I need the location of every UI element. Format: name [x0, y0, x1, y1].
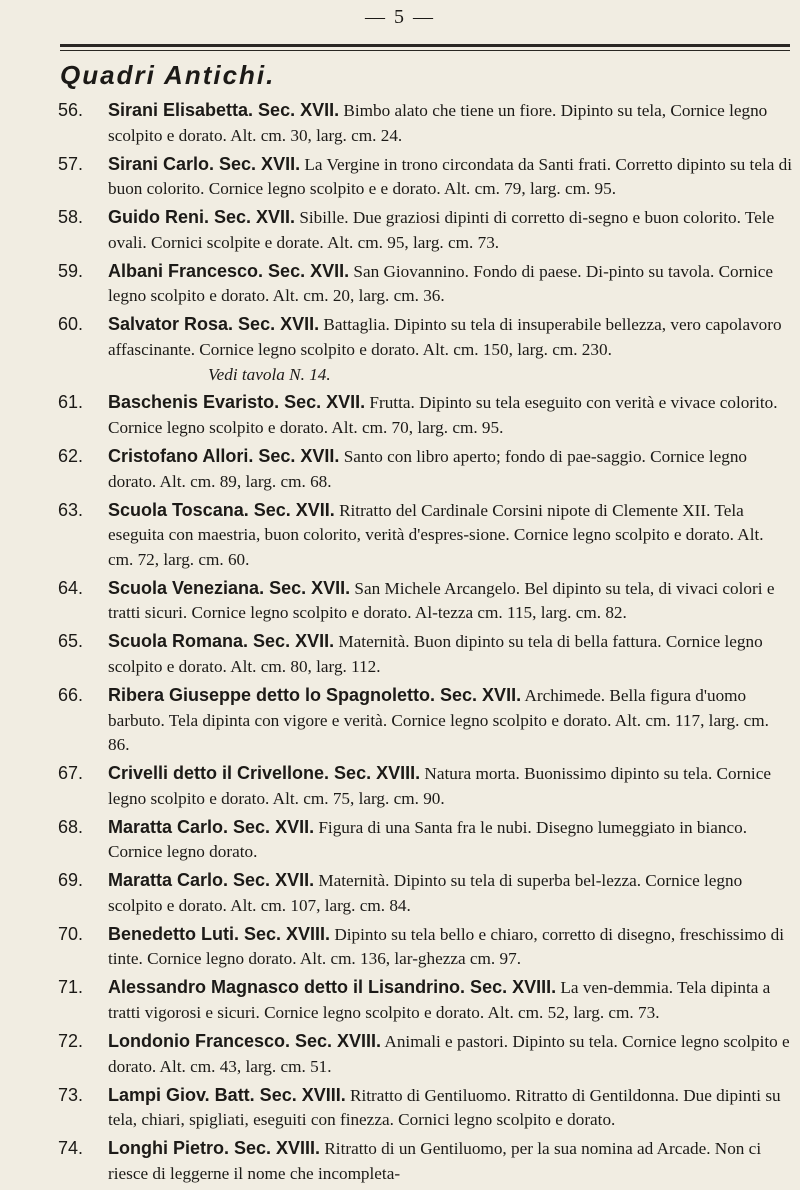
entry-heading: Crivelli detto il Crivellone. Sec. XVIII. [108, 763, 421, 784]
entry-note: Vedi tavola N. 14. [208, 364, 331, 384]
catalog-entry [58, 444, 793, 494]
catalog-entry [58, 205, 793, 255]
entry-description: Battaglia. Dipinto su tela di insuperabile bellezza, vero capolavoro affascinante. Cornice legno scolpito e dorato. Alt. cm. 150, larg. cm. 230. [108, 315, 782, 359]
entry-number: 69. [58, 870, 84, 891]
entry-number: 63. [58, 499, 84, 520]
entry-description: Ritratto di un Gentiluomo, per la sua nomina ad Arcade. Non ci riesce di leggerne il nome che incompleta- [108, 1139, 762, 1183]
entry-heading: Guido Reni. Sec. XVII. [108, 207, 296, 228]
entry-heading: Benedetto Luti. Sec. XVIII. [108, 923, 331, 944]
entry-number: 67. [58, 763, 84, 784]
entry-description: Figura di una Santa fra le nubi. Disegno lumeggiato in bianco. Cornice legno dorato. [108, 817, 748, 862]
catalog-entry [58, 1136, 793, 1186]
entry-heading: Maratta Carlo. Sec. XVII. [108, 870, 315, 891]
catalog-entry [58, 312, 793, 387]
entry-number: 59. [58, 260, 84, 281]
entry-heading: Alessandro Magnasco detto il Lisandrino. Sec. XVIII. [108, 977, 557, 998]
entry-description: La ven-demmia. Tela dipinta a tratti vigorosi e sicuri. Cornice legno scolpito e dorato. Alt. cm. 52, larg. cm. 73. [108, 978, 771, 1023]
entry-heading: Cristofano Allori. Sec. XVII. [108, 446, 340, 467]
catalog-entry [58, 761, 793, 811]
entry-heading: Longhi Pietro. Sec. XVIII. [108, 1138, 321, 1159]
entry-heading: Baschenis Evaristo. Sec. XVII. [108, 392, 366, 413]
catalog-entry [58, 1083, 793, 1133]
catalog-entry [58, 683, 793, 758]
entry-heading: Maratta Carlo. Sec. XVII. [108, 816, 315, 837]
entry-heading: Scuola Romana. Sec. XVII. [108, 631, 335, 652]
entry-number: 66. [58, 684, 84, 705]
catalog-entry [58, 629, 793, 679]
entry-heading: Albani Francesco. Sec. XVII. [108, 260, 350, 281]
entry-heading: Lampi Giov. Batt. Sec. XVIII. [108, 1084, 346, 1105]
entry-description: Archimede. Bella figura d'uomo barbuto. Tela dipinta con vigore e verità. Cornice legno scolpito e dorato. Alt. cm. 117, larg. cm. 86. [108, 685, 769, 755]
entry-description: San Michele Arcangelo. Bel dipinto su tela, di vivaci colori e tratti sicuri. Cornice legno scolpito e dorato. Al-tezza cm. 115, larg. cm. 82. [108, 578, 775, 623]
entry-description: Bimbo alato che tiene un fiore. Dipinto su tela, Cornice legno scolpito e dorato. Alt. cm. 30, larg. cm. 24. [108, 101, 768, 145]
entry-list [58, 98, 793, 1190]
entry-number: 68. [58, 816, 84, 837]
catalog-entry [58, 390, 793, 440]
entry-description: Animali e pastori. Dipinto su tela. Cornice legno scolpito e dorato. Alt. cm. 43, larg. cm. 51. [108, 1032, 790, 1076]
entry-number: 62. [58, 446, 84, 467]
entry-heading: Sirani Carlo. Sec. XVII. [108, 153, 301, 174]
entry-description: Frutta. Dipinto su tela eseguito con verità e vivace colorito. Cornice legno scolpito e dorato. Alt. cm. 70, larg. cm. 95. [108, 393, 778, 438]
catalog-entry [58, 815, 793, 865]
entry-number: 57. [58, 153, 84, 174]
entry-heading: Scuola Veneziana. Sec. XVII. [108, 577, 351, 598]
entry-number: 72. [58, 1031, 84, 1052]
catalog-entry [58, 576, 793, 626]
entry-description: Sibille. Due graziosi dipinti di corretto di-segno e buon colorito. Tele ovali. Cornici scolpite e dorate. Alt. cm. 95, larg. cm. 73. [108, 208, 775, 252]
entry-number: 65. [58, 631, 84, 652]
entry-heading: Londonio Francesco. Sec. XVIII. [108, 1031, 382, 1052]
catalog-entry [58, 259, 793, 309]
catalog-entry [58, 98, 793, 148]
entry-description: San Giovannino. Fondo di paese. Di-pinto su tavola. Cornice legno scolpito e dorato. Alt. cm. 20, larg. cm. 36. [108, 261, 773, 306]
entry-number: 61. [58, 392, 84, 413]
entry-number: 74. [58, 1138, 84, 1159]
entry-description: Ritratto di Gentiluomo. Ritratto di Gentildonna. Due dipinti su tela, chiari, spigliati, eseguiti con finezza. Cornici legno scolpito e dorato. [108, 1085, 781, 1130]
entry-heading: Sirani Elisabetta. Sec. XVII. [108, 100, 340, 120]
entry-description: Maternità. Buon dipinto su tela di bella fattura. Cornice legno scolpito e dorato. Alt. cm. 80, larg. 112. [108, 632, 763, 676]
section-title: Quadri Antichi. [60, 60, 276, 90]
entry-number: 73. [58, 1084, 84, 1105]
entry-number: 71. [58, 977, 84, 998]
header-rule [60, 44, 790, 47]
catalog-entry [58, 498, 793, 573]
entry-number: 56. [58, 100, 84, 120]
entry-description: Santo con libro aperto; fondo di pae-saggio. Cornice legno dorato. Alt. cm. 89, larg. cm. 68. [108, 447, 748, 491]
entry-description: Maternità. Dipinto su tela di superba bel-lezza. Cornice legno scolpito e dorato. Alt. cm. 107, larg. cm. 84. [108, 871, 743, 915]
entry-description: Dipinto su tela bello e chiaro, corretto di disegno, freschissimo di tinte. Cornice legno dorato. Alt. cm. 136, lar-ghezza cm. 97. [108, 924, 784, 969]
entry-number: 58. [58, 207, 84, 228]
entry-number: 60. [58, 314, 84, 335]
page-number: — 5 — [365, 6, 435, 28]
catalog-entry [58, 1029, 793, 1079]
entry-heading: Ribera Giuseppe detto lo Spagnoletto. Sec. XVII. [108, 684, 522, 705]
entry-description: Natura morta. Buonissimo dipinto su tela. Cornice legno scolpito e dorato. Alt. cm. 75, larg. cm. 90. [108, 764, 771, 808]
entry-description: Ritratto del Cardinale Corsini nipote di Clemente XII. Tela eseguita con maestria, buon colorito, verità d'espres-sione. Cornice legno scolpito e dorato. Alt. cm. 72, larg. cm. 60. [108, 500, 764, 569]
header-rule-thin [60, 50, 790, 51]
entry-heading: Salvator Rosa. Sec. XVII. [108, 314, 320, 335]
catalog-entry [58, 152, 793, 202]
entry-number: 70. [58, 923, 84, 944]
entry-number: 64. [58, 577, 84, 598]
entry-description: La Vergine in trono circondata da Santi frati. Corretto dipinto su tela di buon colorito. Cornice legno scolpito e e dorato. Alt. cm. 79, larg. cm. 95. [108, 154, 793, 199]
catalog-entry [58, 975, 793, 1025]
entry-heading: Scuola Toscana. Sec. XVII. [108, 499, 335, 520]
catalog-entry [58, 868, 793, 918]
catalog-entry [58, 922, 793, 972]
